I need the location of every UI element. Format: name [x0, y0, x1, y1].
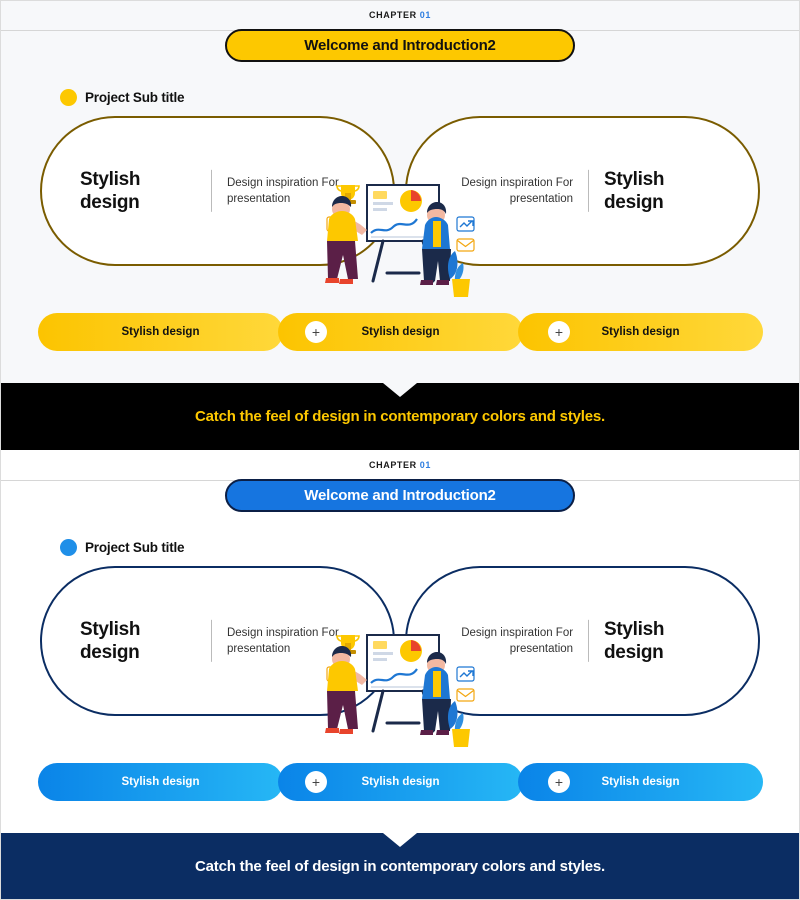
capsule-left-description-2: Design inspiration For presentation — [226, 626, 339, 655]
slide-title: Welcome and Introduction2 — [304, 37, 496, 54]
footer-notch-icon — [383, 383, 417, 397]
plus-icon-2-blue-glyph: + — [554, 774, 564, 790]
slide-title-2: Welcome and Introduction2 — [304, 487, 496, 504]
chip-3-label: Stylish design — [601, 326, 680, 338]
presenter-person — [325, 196, 367, 284]
capsule-right-divider-2 — [588, 620, 589, 662]
footer-text: Catch the feel of design in contemporary colors and styles. — [195, 408, 605, 425]
plus-icon-1 — [305, 321, 327, 343]
chapter-label-2: CHAPTER — [369, 460, 417, 470]
capsule-right-headline-2: Stylish design — [604, 618, 665, 663]
capsule-right-description: Design inspiration For presentation — [461, 176, 574, 205]
capsule-left-divider-2 — [211, 620, 212, 662]
mail-icon-2 — [457, 689, 474, 701]
subtitle-text-2: Project Sub title — [85, 540, 185, 555]
capsule-left-divider — [211, 170, 212, 212]
footer-notch-icon-2 — [383, 833, 417, 847]
plus-icon-1-blue — [305, 771, 327, 793]
capsule-left-headline-2: Stylish design — [80, 618, 141, 663]
chip-2-label: Stylish design — [361, 326, 440, 338]
plus-icon-2 — [548, 321, 570, 343]
plus-icon-2-blue — [548, 771, 570, 793]
plus-icon-1-blue-glyph: + — [311, 774, 321, 790]
chapter-number: 01 — [419, 10, 431, 20]
mail-icon — [457, 239, 474, 251]
presenter-person-2 — [325, 646, 367, 734]
chapter-number-2: 01 — [419, 460, 431, 470]
footer-text-2: Catch the feel of design in contemporary colors and styles. — [195, 858, 605, 875]
chip-1-blue-label: Stylish design — [121, 776, 200, 788]
growth-arrow-icon — [457, 217, 474, 231]
chip-1-label: Stylish design — [121, 326, 200, 338]
footer-banner — [0, 383, 800, 450]
slide-blue — [0, 450, 800, 900]
capsule-left-headline: Stylish design — [80, 168, 141, 213]
capsule-right-headline: Stylish design — [604, 168, 665, 213]
capsule-group-2 — [40, 566, 760, 716]
subtitle-row-2 — [60, 539, 184, 556]
chip-row-2 — [38, 763, 762, 801]
subtitle-row — [60, 89, 184, 106]
chip-3-blue-label: Stylish design — [601, 776, 680, 788]
plus-icon-2-glyph: + — [554, 324, 564, 340]
capsule-right-divider — [588, 170, 589, 212]
slide-body — [0, 48, 800, 378]
chapter-label-row — [0, 10, 800, 20]
plant-icon — [448, 251, 470, 297]
plus-icon-1-glyph: + — [311, 324, 321, 340]
chapter-label-row-2 — [0, 460, 800, 470]
capsule-left-description: Design inspiration For presentation — [226, 176, 339, 205]
bullet-dot-icon-2 — [60, 539, 77, 556]
subtitle-text: Project Sub title — [85, 90, 185, 105]
chip-1[interactable] — [38, 313, 283, 351]
plant-icon-2 — [448, 701, 470, 747]
slide-body-2 — [0, 498, 800, 828]
chip-2-blue-label: Stylish design — [361, 776, 440, 788]
chip-1-blue[interactable] — [38, 763, 283, 801]
footer-banner-2 — [0, 833, 800, 900]
chapter-label: CHAPTER — [369, 10, 417, 20]
growth-arrow-icon-2 — [457, 667, 474, 681]
chip-row — [38, 313, 762, 351]
slide-blue-canvas — [0, 450, 800, 900]
capsule-right-description-2: Design inspiration For presentation — [461, 626, 574, 655]
capsule-group — [40, 116, 760, 266]
bullet-dot-icon — [60, 89, 77, 106]
